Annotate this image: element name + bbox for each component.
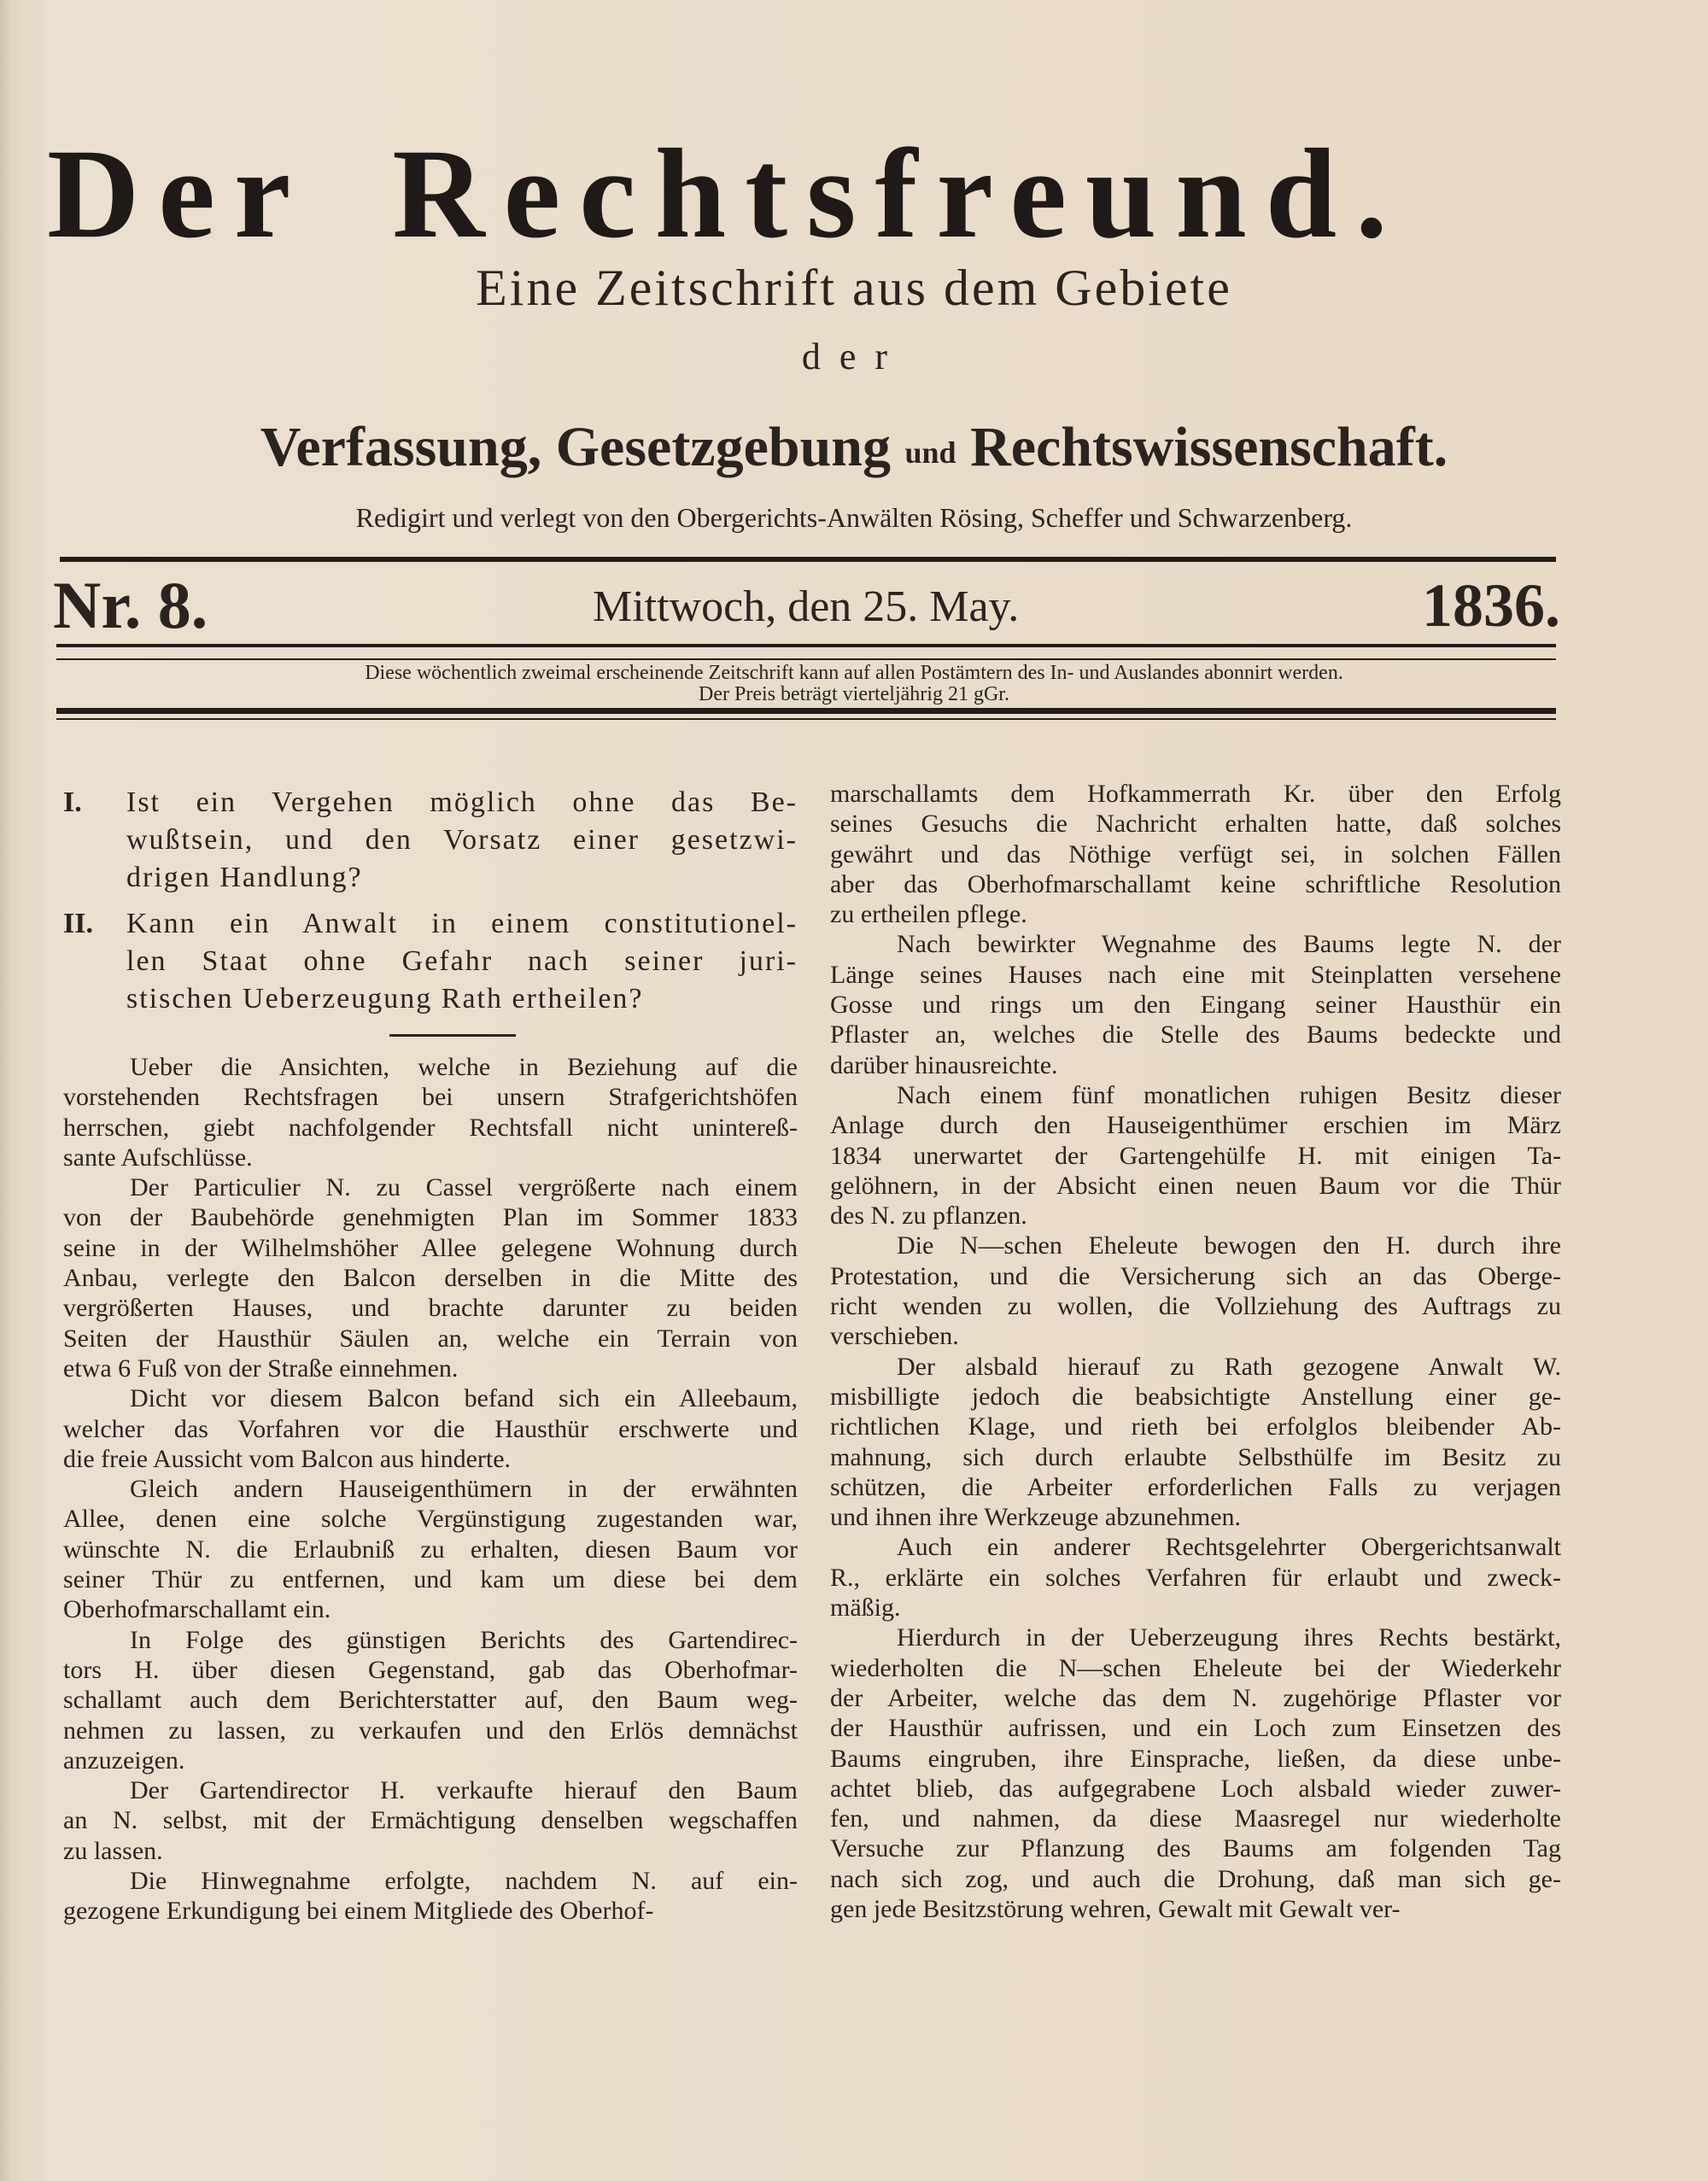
text-line: Gleich andern Hauseigenthümern in der erwähnten bbox=[130, 1475, 798, 1504]
paragraph bbox=[830, 1532, 1561, 1623]
text-line: Gosse und rings um den Eingang seiner Hausthür ein bbox=[830, 991, 1561, 1020]
text-line: etwa 6 Fuß von der Straße einnehmen. bbox=[63, 1354, 459, 1383]
question-line: stischen Ueberzeugung Rath ertheilen? bbox=[126, 983, 644, 1014]
text-line: wiederholten die N—schen Eheleute bei der Wiederkehr bbox=[830, 1653, 1561, 1682]
text-line: von der Baubehörde genehmigten Plan im Sommer 1833 bbox=[63, 1203, 798, 1232]
text-line: Hierdurch in der Ueberzeugung ihres Rechts bestärkt, bbox=[897, 1623, 1561, 1652]
text-line: Pflaster an, welches die Stelle des Baums bedeckte und bbox=[830, 1020, 1561, 1050]
text-line: In Folge des günstigen Berichts des Gartendirec- bbox=[130, 1625, 798, 1654]
subscription-notice: Diese wöchentlich zweimal erscheinende Zeitschrift kann auf allen Postämtern des In- und Auslandes abonnirt werden. bbox=[365, 662, 1343, 684]
text-line: Der alsbald hierauf zu Rath gezogene Anwalt W. bbox=[897, 1352, 1561, 1381]
text-line: nehmen zu lassen, zu verkaufen und den Erlös demnächst bbox=[63, 1716, 798, 1745]
topics-und: und bbox=[904, 435, 956, 470]
text-line: gezogene Erkundigung bei einem Mitgliede des Oberhof- bbox=[63, 1897, 654, 1926]
editors-line: Redigirt und verlegt von den Obergerichts-Anwälten Rösing, Scheffer und Schwarzenberg. bbox=[355, 502, 1353, 533]
issue-number: Nr. 8. bbox=[53, 568, 208, 642]
text-line: vorstehenden Rechtsfragen bei unsern Strafgerichtshöfen bbox=[63, 1083, 798, 1112]
text-line: richtlichen Klage, und rieth bei erfolglos bleibender Ab- bbox=[830, 1412, 1561, 1441]
question-number: II. bbox=[63, 908, 93, 939]
rule-top-thick bbox=[60, 557, 1556, 562]
rule-issue-bottom bbox=[56, 644, 1556, 647]
question-line: Ist ein Vergehen möglich ohne das Be- bbox=[126, 786, 798, 818]
text-line: R., erklärte ein solches Verfahren für erlaubt und zweck- bbox=[830, 1563, 1561, 1592]
text-line: gen jede Besitzstörung wehren, Gewalt mit Gewalt ver- bbox=[830, 1894, 1401, 1923]
text-line: verschieben. bbox=[830, 1322, 959, 1351]
right-column bbox=[830, 779, 1561, 1924]
text-line: zu lassen. bbox=[63, 1836, 163, 1865]
text-line: Seiten der Hausthür Säulen an, welche ein Terrain von bbox=[63, 1324, 798, 1353]
text-line: des N. zu pflanzen. bbox=[830, 1202, 1027, 1231]
text-line: an N. selbst, mit der Ermächtigung denselben wegschaffen bbox=[63, 1806, 798, 1835]
question-number: I. bbox=[63, 786, 82, 818]
paragraph bbox=[830, 1352, 1561, 1533]
question-line: len Staat ohne Gefahr nach seiner juri- bbox=[126, 945, 798, 977]
text-line: aber das Oberhofmarschallamt keine schriftliche Resolution bbox=[830, 869, 1561, 898]
text-line: darüber hinausreichte. bbox=[830, 1050, 1058, 1079]
question-line: drigen Handlung? bbox=[126, 862, 363, 893]
text-line: Auch ein anderer Rechtsgelehrter Obergerichtsanwalt bbox=[897, 1533, 1561, 1562]
paragraph bbox=[830, 779, 1561, 929]
paragraph bbox=[63, 1866, 798, 1927]
text-line: Länge seines Hauses nach eine mit Steinplatten versehene bbox=[830, 960, 1561, 989]
text-line: Anlage durch den Hauseigenthümer erschien im März bbox=[830, 1111, 1561, 1140]
issue-year: 1836. bbox=[1422, 571, 1560, 640]
left-column bbox=[63, 1052, 798, 1927]
text-line: zu ertheilen pflege. bbox=[830, 900, 1027, 929]
text-line: Der Gartendirector H. verkaufte hierauf den Baum bbox=[130, 1776, 798, 1805]
text-line: der Arbeiter, welche das dem N. zugehörige Pflaster vor bbox=[830, 1683, 1561, 1712]
paragraph bbox=[830, 1080, 1561, 1231]
text-line: anzuzeigen. bbox=[63, 1745, 185, 1775]
price-notice: Der Preis beträgt vierteljährig 21 gGr. bbox=[699, 683, 1009, 705]
text-line: nach sich zog, und auch die Drohung, daß man sich ge- bbox=[830, 1864, 1561, 1893]
masthead-title: Der Rechtsfreund. bbox=[47, 123, 1407, 265]
rule-notice-top bbox=[56, 658, 1556, 660]
text-line: Die Hinwegnahme erfolgte, nachdem N. auf ein- bbox=[130, 1867, 798, 1896]
text-line: richt wenden zu wollen, die Vollziehung des Auftrags zu bbox=[830, 1292, 1561, 1321]
paragraph bbox=[63, 1775, 798, 1866]
text-line: gelöhnern, in der Absicht einen neuen Baum vor die Thür bbox=[830, 1171, 1561, 1200]
text-line: Nach einem fünf monatlichen ruhigen Besitz dieser bbox=[897, 1080, 1561, 1109]
text-line: seiner Thür zu entfernen, und kam um diese bei dem bbox=[63, 1565, 798, 1594]
text-line: die freie Aussicht vom Balcon aus hinderte. bbox=[63, 1444, 512, 1473]
text-line: Oberhofmarschallamt ein. bbox=[63, 1595, 331, 1624]
text-line: Protestation, und die Versicherung sich an das Oberge- bbox=[830, 1261, 1561, 1290]
text-line: herrschen, giebt nachfolgender Rechtsfall nicht unintereß- bbox=[63, 1113, 798, 1142]
question-line: wußtsein, und den Vorsatz einer gesetzwi- bbox=[126, 824, 798, 856]
masthead-der: der bbox=[801, 336, 907, 377]
rule-notice-bottom-thick bbox=[56, 708, 1556, 714]
text-line: seine in der Wilhelmshöher Allee gelegene Wohnung durch bbox=[63, 1233, 798, 1262]
paragraph bbox=[63, 1383, 798, 1474]
text-line: Der Particulier N. zu Cassel vergrößerte nach einem bbox=[130, 1173, 798, 1202]
question-line: Kann ein Anwalt in einem constitutionel- bbox=[126, 908, 798, 939]
rule-notice-bottom-thin bbox=[56, 718, 1556, 720]
text-line: vergrößerten Hauses, und brachte darunter zu beiden bbox=[63, 1294, 798, 1323]
topics-part2: Rechtswissenschaft. bbox=[970, 416, 1448, 478]
issue-row bbox=[53, 570, 1560, 640]
text-line: mäßig. bbox=[830, 1593, 901, 1623]
text-line: Ueber die Ansichten, welche in Beziehung auf die bbox=[130, 1053, 798, 1081]
text-line: Dicht vor diesem Balcon befand sich ein Alleebaum, bbox=[130, 1384, 798, 1413]
text-line: und ihnen ihre Werkzeuge abzunehmen. bbox=[830, 1503, 1242, 1532]
text-line: Versuche zur Pflanzung des Baums am folgenden Tag bbox=[830, 1834, 1561, 1863]
text-line: Baums eingruben, ihre Einsprache, ließen, da diese unbe- bbox=[830, 1744, 1561, 1773]
question-item bbox=[63, 784, 798, 897]
section-separator bbox=[389, 1034, 516, 1037]
text-line: Anbau, verlegte den Balcon derselben in die Mitte des bbox=[63, 1264, 798, 1293]
paragraph bbox=[63, 1625, 798, 1775]
text-line: achtet blieb, das aufgegrabene Loch alsbald wieder zuwer- bbox=[830, 1774, 1561, 1803]
text-line: tors H. über diesen Gegenstand, gab das Oberhofmar- bbox=[63, 1655, 798, 1684]
masthead-subtitle: Eine Zeitschrift aus dem Gebiete bbox=[476, 260, 1232, 316]
text-line: sante Aufschlüsse. bbox=[63, 1143, 253, 1172]
paragraph bbox=[830, 1231, 1561, 1351]
text-line: seines Gesuchs die Nachricht erhalten hatte, daß solches bbox=[830, 810, 1561, 839]
text-line: marschallamts dem Hofkammerrath Kr. über den Erfolg bbox=[830, 780, 1561, 808]
issue-date: Mittwoch, den 25. May. bbox=[593, 582, 1020, 631]
text-line: schallamt auch dem Berichterstatter auf, den Baum weg- bbox=[63, 1686, 798, 1715]
masthead-topics bbox=[0, 412, 1708, 488]
text-line: schützen, die Arbeiter erforderlichen Falls zu verjagen bbox=[830, 1472, 1561, 1501]
text-line: mahnung, sich durch erlaubte Selbsthülfe im Besitz zu bbox=[830, 1442, 1561, 1471]
paragraph bbox=[830, 1623, 1561, 1924]
text-line: welcher das Vorfahren vor die Hausthür erschwerte und bbox=[63, 1414, 798, 1443]
topics-part1: Verfassung, Gesetzgebung bbox=[260, 416, 892, 478]
text-line: 1834 unerwartet der Gartengehülfe H. mit einigen Ta- bbox=[830, 1141, 1561, 1170]
paragraph bbox=[63, 1052, 798, 1172]
paragraph bbox=[63, 1474, 798, 1624]
text-line: der Hausthür aufrissen, und ein Loch zum Einsetzen des bbox=[830, 1714, 1561, 1743]
text-line: fen, und nahmen, da diese Maasregel nur wiederholte bbox=[830, 1804, 1561, 1833]
text-line: gewährt und das Nöthige verfügt sei, in solchen Fällen bbox=[830, 839, 1561, 868]
question-item bbox=[63, 905, 798, 1018]
paragraph bbox=[830, 929, 1561, 1079]
legal-questions bbox=[63, 784, 798, 1026]
text-line: Die N—schen Eheleute bewogen den H. durch ihre bbox=[897, 1231, 1561, 1260]
text-line: wünschte N. die Erlaubniß zu erhalten, diesen Baum vor bbox=[63, 1535, 798, 1564]
text-line: Nach bewirkter Wegnahme des Baums legte N. der bbox=[897, 930, 1561, 959]
paragraph bbox=[63, 1172, 798, 1383]
text-line: misbilligte jedoch die beabsichtigte Anstellung einer ge- bbox=[830, 1382, 1561, 1411]
text-line: Allee, denen eine solche Vergünstigung zugestanden war, bbox=[63, 1505, 798, 1534]
